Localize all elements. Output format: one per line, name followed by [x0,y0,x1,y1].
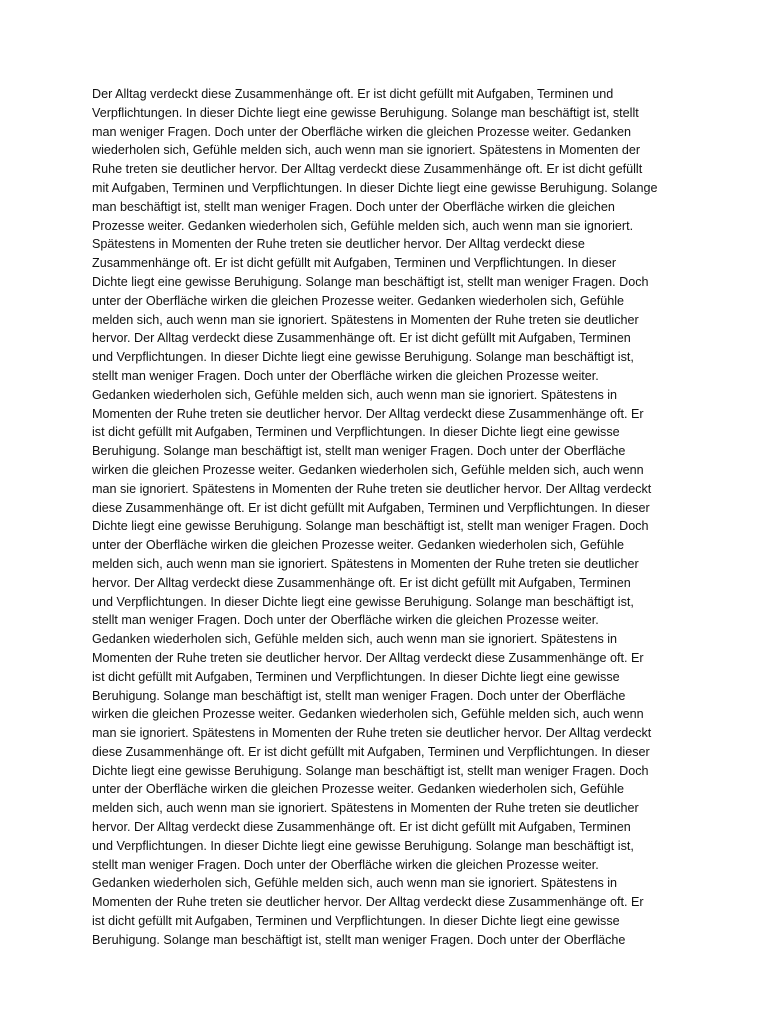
body-text [92,85,682,950]
text-line: wirken die gleichen Prozesse weiter. Gedanken wiederholen sich, Gefühle melden sich, auch wenn [92,707,644,722]
text-line: Beruhigung. Solange man beschäftigt ist, stellt man weniger Fragen. Doch unter der Oberfläche [92,688,626,703]
text-line: diese Zusammenhänge oft. Er ist dicht gefüllt mit Aufgaben, Terminen und Verpflichtungen. In dieser [92,744,650,759]
text-line: hervor. Der Alltag verdeckt diese Zusammenhänge oft. Er ist dicht gefüllt mit Aufgaben, Terminen [92,820,631,835]
text-line: und Verpflichtungen. In dieser Dichte liegt eine gewisse Beruhigung. Solange man beschäftigt ist, [92,350,634,365]
text-line: Momenten der Ruhe treten sie deutlicher hervor. Der Alltag verdeckt diese Zusammenhänge oft. Er [92,650,644,665]
text-line: wiederholen sich, Gefühle melden sich, auch wenn man sie ignoriert. Spätestens in Momenten der [92,143,641,158]
text-line: ist dicht gefüllt mit Aufgaben, Terminen und Verpflichtungen. In dieser Dichte liegt eine gewisse [92,669,620,684]
text-line: ist dicht gefüllt mit Aufgaben, Terminen und Verpflichtungen. In dieser Dichte liegt eine gewisse [92,425,620,440]
text-line: stellt man weniger Fragen. Doch unter der Oberfläche wirken die gleichen Prozesse weiter. [92,368,599,383]
text-line: Prozesse weiter. Gedanken wiederholen sich, Gefühle melden sich, auch wenn man sie ignoriert. [92,218,634,233]
text-line: man sie ignoriert. Spätestens in Momenten der Ruhe treten sie deutlicher hervor. Der Alltag verdeckt [92,726,652,741]
text-line: Dichte liegt eine gewisse Beruhigung. Solange man beschäftigt ist, stellt man weniger Fragen. Doch [92,763,649,778]
text-line: ist dicht gefüllt mit Aufgaben, Terminen und Verpflichtungen. In dieser Dichte liegt eine gewisse [92,914,620,929]
text-line: melden sich, auch wenn man sie ignoriert. Spätestens in Momenten der Ruhe treten sie deutlicher [92,801,639,816]
text-line: Ruhe treten sie deutlicher hervor. Der Alltag verdeckt diese Zusammenhänge oft. Er ist dicht gefüllt [92,162,643,177]
text-line: Der Alltag verdeckt diese Zusammenhänge oft. Er ist dicht gefüllt mit Aufgaben, Terminen und [92,87,614,101]
text-line: Beruhigung. Solange man beschäftigt ist, stellt man weniger Fragen. Doch unter der Oberfläche [92,932,626,947]
text-line: stellt man weniger Fragen. Doch unter der Oberfläche wirken die gleichen Prozesse weiter. [92,613,599,628]
text-line: Verpflichtungen. In dieser Dichte liegt eine gewisse Beruhigung. Solange man beschäftigt ist, stellt [92,105,639,120]
text-line: und Verpflichtungen. In dieser Dichte liegt eine gewisse Beruhigung. Solange man beschäftigt ist, [92,838,634,853]
text-line: Momenten der Ruhe treten sie deutlicher hervor. Der Alltag verdeckt diese Zusammenhänge oft. Er [92,406,644,421]
text-line: Gedanken wiederholen sich, Gefühle melden sich, auch wenn man sie ignoriert. Spätestens in [92,387,618,402]
text-line: diese Zusammenhänge oft. Er ist dicht gefüllt mit Aufgaben, Terminen und Verpflichtungen. In dieser [92,500,650,515]
text-line: man sie ignoriert. Spätestens in Momenten der Ruhe treten sie deutlicher hervor. Der Alltag verdeckt [92,481,652,496]
text-line: Dichte liegt eine gewisse Beruhigung. Solange man beschäftigt ist, stellt man weniger Fragen. Doch [92,519,649,534]
text-line: Gedanken wiederholen sich, Gefühle melden sich, auch wenn man sie ignoriert. Spätestens in [92,632,618,647]
text-line: stellt man weniger Fragen. Doch unter der Oberfläche wirken die gleichen Prozesse weiter. [92,857,599,872]
text-line: melden sich, auch wenn man sie ignoriert. Spätestens in Momenten der Ruhe treten sie deutlicher [92,312,639,327]
text-line: Spätestens in Momenten der Ruhe treten sie deutlicher hervor. Der Alltag verdeckt diese [92,237,585,252]
text-line: melden sich, auch wenn man sie ignoriert. Spätestens in Momenten der Ruhe treten sie deutlicher [92,556,639,571]
text-line: man weniger Fragen. Doch unter der Oberfläche wirken die gleichen Prozesse weiter. Gedanken [92,124,632,139]
text-line: unter der Oberfläche wirken die gleichen Prozesse weiter. Gedanken wiederholen sich, Gefühle [92,782,625,797]
text-line: Dichte liegt eine gewisse Beruhigung. Solange man beschäftigt ist, stellt man weniger Fragen. Doch [92,274,649,289]
text-line: Beruhigung. Solange man beschäftigt ist, stellt man weniger Fragen. Doch unter der Oberfläche [92,444,626,459]
text-line: Zusammenhänge oft. Er ist dicht gefüllt mit Aufgaben, Terminen und Verpflichtungen. In dieser [92,256,617,271]
text-line: man beschäftigt ist, stellt man weniger Fragen. Doch unter der Oberfläche wirken die gleichen [92,199,615,214]
text-line: hervor. Der Alltag verdeckt diese Zusammenhänge oft. Er ist dicht gefüllt mit Aufgaben, Terminen [92,331,631,346]
text-line: unter der Oberfläche wirken die gleichen Prozesse weiter. Gedanken wiederholen sich, Gefühle [92,293,625,308]
text-line: mit Aufgaben, Terminen und Verpflichtungen. In dieser Dichte liegt eine gewisse Beruhigung. Solange [92,180,658,195]
text-line: wirken die gleichen Prozesse weiter. Gedanken wiederholen sich, Gefühle melden sich, auch wenn [92,462,644,477]
text-line: und Verpflichtungen. In dieser Dichte liegt eine gewisse Beruhigung. Solange man beschäftigt ist, [92,594,634,609]
text-line: Gedanken wiederholen sich, Gefühle melden sich, auch wenn man sie ignoriert. Spätestens in [92,876,618,891]
text-line: unter der Oberfläche wirken die gleichen Prozesse weiter. Gedanken wiederholen sich, Gefühle [92,538,625,553]
text-line: hervor. Der Alltag verdeckt diese Zusammenhänge oft. Er ist dicht gefüllt mit Aufgaben, Terminen [92,575,631,590]
text-line: Momenten der Ruhe treten sie deutlicher hervor. Der Alltag verdeckt diese Zusammenhänge oft. Er [92,895,644,910]
